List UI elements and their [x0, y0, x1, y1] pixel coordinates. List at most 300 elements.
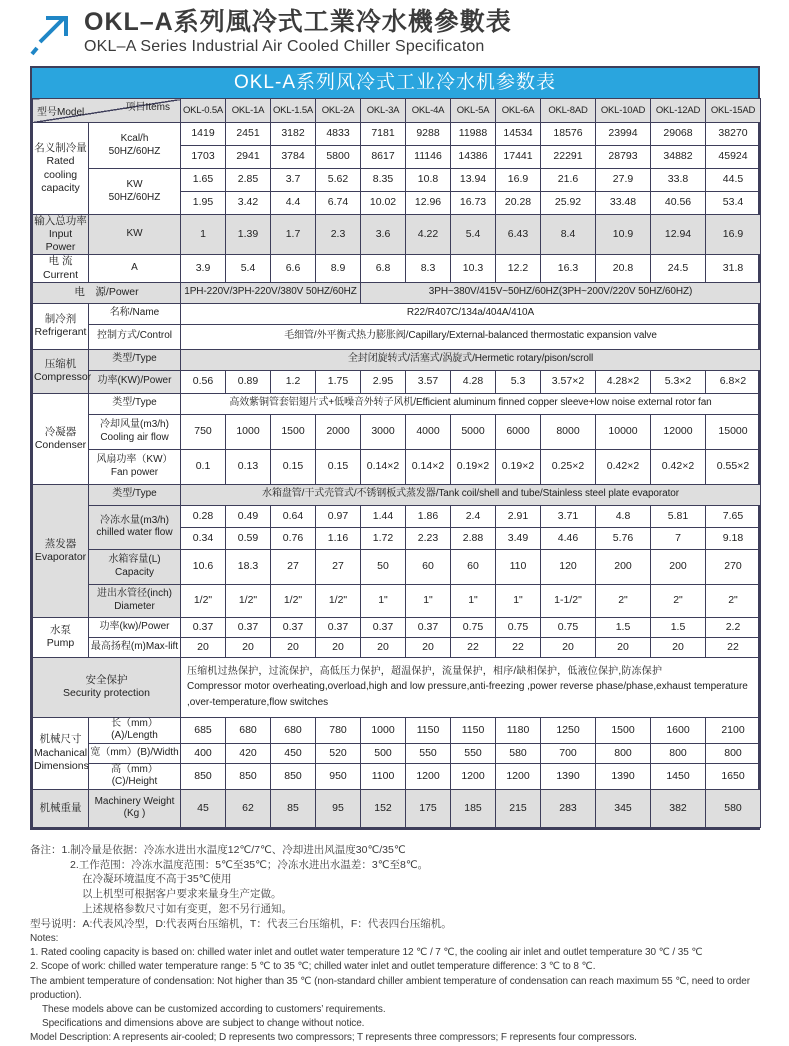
note-line: 上述规格参数尺寸如有变更，恕不另行通知。: [82, 903, 292, 916]
value-cell: 1180: [496, 717, 541, 743]
table-row: [33, 484, 761, 505]
value-cell: 6.43: [496, 215, 541, 255]
row-label-evaporator: 蒸发器 Evaporator: [33, 484, 89, 617]
value-cell: 水箱盘管/干式壳管式/不锈钢板式蒸发器/Tank coil/shell and tube/Stainless steel plate evaporator: [181, 484, 761, 505]
value-cell: 1500: [271, 414, 316, 449]
table-row: [33, 393, 761, 414]
value-cell: 10.6: [181, 549, 226, 584]
row-label-refrigerant: 制冷剂 Refrigerant: [33, 303, 89, 349]
spec-table-body: [33, 99, 761, 828]
value-cell: 1390: [541, 763, 596, 789]
value-cell: 5.3: [496, 370, 541, 393]
spec-table: [32, 98, 761, 828]
value-cell: 22291: [541, 146, 596, 169]
value-cell: 0.42×2: [596, 449, 651, 484]
value-cell: 0.25×2: [541, 449, 596, 484]
value-cell: 16.9: [706, 215, 761, 255]
spec-table-container: [30, 66, 760, 830]
value-cell: 200: [596, 549, 651, 584]
corner-header-cell: [33, 99, 181, 123]
sub-label: 类型/Type: [89, 349, 181, 370]
value-cell: 20: [406, 637, 451, 657]
value-cell: 550: [451, 743, 496, 763]
sub-label: 长（mm）(A)/Length: [89, 717, 181, 743]
sub-label: 类型/Type: [89, 393, 181, 414]
table-row: [33, 370, 761, 393]
value-cell: 1200: [406, 763, 451, 789]
value-cell: 1.75: [316, 370, 361, 393]
value-cell: 1.7: [271, 215, 316, 255]
row-label-compressor: 压缩机 Compressor: [33, 349, 89, 393]
value-cell: 0.42×2: [651, 449, 706, 484]
sub-label: 最高扬程(m)Max-lift: [89, 637, 181, 657]
value-cell: 0.75: [451, 617, 496, 637]
model-header: OKL-5A: [451, 99, 496, 123]
note-line: Model Description: A represents air-cooled; D represents two compressors; T represents three compressors; F represents four compressors.: [30, 1032, 637, 1044]
value-cell: 1100: [361, 763, 406, 789]
value-cell: 1450: [651, 763, 706, 789]
value-cell: 685: [181, 717, 226, 743]
value-cell: 580: [706, 789, 761, 827]
sub-label: 冷却风量(m3/h) Cooling air flow: [89, 414, 181, 449]
value-cell: 18.3: [226, 549, 271, 584]
table-row: [33, 215, 761, 255]
value-cell: 2451: [226, 123, 271, 146]
row-label-power-source: 电 源/Power: [33, 282, 181, 303]
value-cell: 0.37: [226, 617, 271, 637]
value-cell: 4.28: [451, 370, 496, 393]
value-cell: 11146: [406, 146, 451, 169]
note-line: 2. Scope of work: chilled water temperature range: 5 ℃ to 35 ℃; chilled water inlet and outlet temperature difference: 3 ℃ to 8 ℃.: [30, 961, 596, 973]
table-caption: OKL-A系列风冷式工业冷水机参数表: [32, 68, 758, 98]
value-cell: 400: [181, 743, 226, 763]
security-text-zh: 压缩机过热保护，过流保护，高低压力保护，超温保护，流量保护，相序/缺相保护，低液位保护,防冻保护: [187, 665, 663, 677]
value-cell: 8.4: [541, 215, 596, 255]
value-cell: 16.73: [451, 192, 496, 215]
security-text-en: Compressor motor overheating,overload,high and low pressure,anti-freezing ,power reverse phase/phase,exhaust temperature ,over-temperature,flow switches: [187, 681, 748, 708]
value-cell: 5.4: [451, 215, 496, 255]
value-cell: 7181: [361, 123, 406, 146]
value-cell: 45924: [706, 146, 761, 169]
value-cell: 10.3: [451, 255, 496, 282]
table-row: [33, 414, 761, 449]
value-cell: 27.9: [596, 169, 651, 192]
notes-section: [30, 843, 761, 1046]
value-cell: 0.55×2: [706, 449, 761, 484]
value-cell: 580: [496, 743, 541, 763]
value-cell: 3.42: [226, 192, 271, 215]
value-cell: 3.57: [406, 370, 451, 393]
value-cell: 110: [496, 549, 541, 584]
value-cell: 1.39: [226, 215, 271, 255]
value-cell: 13.94: [451, 169, 496, 192]
value-cell: 1.95: [181, 192, 226, 215]
value-cell: 9288: [406, 123, 451, 146]
row-label-security-protection: 安全保护 Security protection: [33, 657, 181, 717]
value-cell: 0.97: [316, 505, 361, 527]
value-cell: 16.3: [541, 255, 596, 282]
value-cell: 8.35: [361, 169, 406, 192]
value-cell: 8.9: [316, 255, 361, 282]
note-line: 以上机型可根据客户要求来量身生产定做。: [82, 888, 282, 901]
value-cell: 7: [651, 527, 706, 549]
value-cell: 85: [271, 789, 316, 827]
table-row: [33, 282, 761, 303]
value-cell: 800: [596, 743, 651, 763]
table-row: [33, 349, 761, 370]
value-cell: 5.76: [596, 527, 651, 549]
value-cell: 700: [541, 743, 596, 763]
row-label-condenser: 冷凝器 Condenser: [33, 393, 89, 484]
value-cell: 6.8: [361, 255, 406, 282]
value-cell: 15000: [706, 414, 761, 449]
value-cell: 3182: [271, 123, 316, 146]
value-cell: 4000: [406, 414, 451, 449]
value-cell: 6.6: [271, 255, 316, 282]
value-cell: 31.8: [706, 255, 761, 282]
value-cell: 60: [451, 549, 496, 584]
value-cell: 0.13: [226, 449, 271, 484]
security-protection-cell: [181, 657, 761, 717]
value-cell: 0.1: [181, 449, 226, 484]
value-cell: 750: [181, 414, 226, 449]
value-cell: 33.48: [596, 192, 651, 215]
value-cell: 0.37: [361, 617, 406, 637]
value-cell: 0.14×2: [361, 449, 406, 484]
sub-label: Machinery Weight (Kg ): [89, 789, 181, 827]
value-cell: 2941: [226, 146, 271, 169]
value-cell: 12.2: [496, 255, 541, 282]
value-cell: 2": [706, 584, 761, 617]
sub-label: 进出水管径(inch) Diameter: [89, 584, 181, 617]
value-cell: 1500: [596, 717, 651, 743]
value-cell: 3.7: [271, 169, 316, 192]
value-cell: 680: [271, 717, 316, 743]
value-cell: 5.3×2: [651, 370, 706, 393]
table-row: [33, 617, 761, 637]
table-row: [33, 123, 761, 146]
table-row: [33, 763, 761, 789]
note-line: These models above can be customized according to customers’ requirements.: [42, 1004, 386, 1015]
value-cell: 1/2": [271, 584, 316, 617]
table-row: [33, 505, 761, 527]
value-cell: 8.3: [406, 255, 451, 282]
value-cell: 5.81: [651, 505, 706, 527]
value-cell: 0.14×2: [406, 449, 451, 484]
value-cell: 1.5: [651, 617, 706, 637]
value-cell: 20: [271, 637, 316, 657]
value-cell: 0.56: [181, 370, 226, 393]
value-cell: 1703: [181, 146, 226, 169]
value-cell: 21.6: [541, 169, 596, 192]
model-header: OKL-1A: [226, 99, 271, 123]
value-cell: 4.28×2: [596, 370, 651, 393]
value-cell: 20.28: [496, 192, 541, 215]
value-cell: 53.4: [706, 192, 761, 215]
sub-label: 名称/Name: [89, 303, 181, 324]
value-cell: 0.15: [271, 449, 316, 484]
value-cell: 6000: [496, 414, 541, 449]
value-cell: 2.85: [226, 169, 271, 192]
value-cell: 2.91: [496, 505, 541, 527]
value-cell: 毛细管/外平衡式热力膨胀阀/Capillary/External-balanced thermostatic expansion valve: [181, 324, 761, 349]
value-cell: 1.65: [181, 169, 226, 192]
note-line: 在冷凝环境温度不高于35℃使用: [82, 873, 232, 886]
model-header: OKL-0.5A: [181, 99, 226, 123]
value-cell: 2": [596, 584, 651, 617]
value-cell: 3.57×2: [541, 370, 596, 393]
sub-label: 水箱容量(L) Capacity: [89, 549, 181, 584]
value-cell: 2.88: [451, 527, 496, 549]
value-cell: 185: [451, 789, 496, 827]
sub-label: 类型/Type: [89, 484, 181, 505]
row-label-current: 电 流 Current: [33, 255, 89, 282]
page-title-zh: OKL–A系列風冷式工業冷水機參數表: [84, 8, 512, 36]
value-cell: 14534: [496, 123, 541, 146]
value-cell: 2000: [316, 414, 361, 449]
table-row: [33, 637, 761, 657]
value-cell: 850: [226, 763, 271, 789]
table-row: [33, 743, 761, 763]
value-cell: R22/R407C/134a/404A/410A: [181, 303, 761, 324]
model-header: OKL-15AD: [706, 99, 761, 123]
table-row: [33, 303, 761, 324]
value-cell: 20: [541, 637, 596, 657]
value-cell: 200: [651, 549, 706, 584]
sub-label: KW: [89, 215, 181, 255]
model-header: OKL-10AD: [596, 99, 651, 123]
table-row: [33, 584, 761, 617]
value-cell: 0.28: [181, 505, 226, 527]
value-cell: 1": [361, 584, 406, 617]
value-cell: 3.71: [541, 505, 596, 527]
row-label-dimensions: 机械尺寸 Machanical Dimensions: [33, 717, 89, 789]
value-cell: 20.8: [596, 255, 651, 282]
sub-label: 功率(KW)/Power: [89, 370, 181, 393]
value-cell: 1.72: [361, 527, 406, 549]
value-cell: 10000: [596, 414, 651, 449]
value-cell: 1": [406, 584, 451, 617]
value-cell: 8617: [361, 146, 406, 169]
value-cell: 1600: [651, 717, 706, 743]
model-header: OKL-12AD: [651, 99, 706, 123]
value-cell: 高效紫铜管套铝翅片式+低噪音外转子风机/Efficient aluminum finned copper sleeve+low noise external rotor fan: [181, 393, 761, 414]
value-cell: 0.75: [496, 617, 541, 637]
value-cell: 1": [451, 584, 496, 617]
value-cell: 520: [316, 743, 361, 763]
note-line: 1. Rated cooling capacity is based on: chilled water inlet and outlet water temperature 12 ℃ / 7 ℃, the cooling air inlet and outlet temperature 30 ℃ / 35 ℃: [30, 947, 703, 959]
notes-zh: [30, 843, 761, 932]
value-cell: 40.56: [651, 192, 706, 215]
value-cell: 2.23: [406, 527, 451, 549]
value-cell: 23994: [596, 123, 651, 146]
value-cell: 1.44: [361, 505, 406, 527]
value-cell: 4.4: [271, 192, 316, 215]
value-cell: 420: [226, 743, 271, 763]
sub-label: 冷冻水量(m3/h) chilled water flow: [89, 505, 181, 549]
table-row: [33, 324, 761, 349]
value-cell: 12000: [651, 414, 706, 449]
value-cell: 12.94: [651, 215, 706, 255]
value-cell: 20: [226, 637, 271, 657]
value-cell: 2.4: [451, 505, 496, 527]
value-cell: 7.65: [706, 505, 761, 527]
value-cell: 34882: [651, 146, 706, 169]
value-cell: 5000: [451, 414, 496, 449]
sub-label: A: [89, 255, 181, 282]
value-cell: 6.8×2: [706, 370, 761, 393]
table-row: [33, 255, 761, 282]
value-cell: 2100: [706, 717, 761, 743]
value-cell: 850: [271, 763, 316, 789]
table-row: [33, 657, 761, 717]
sub-label: 功率(kw)/Power: [89, 617, 181, 637]
table-row: [33, 549, 761, 584]
note-line: 2.工作范围：冷冻水温度范围：5℃至35℃；冷冻水进出水温差：3℃至8℃。: [70, 858, 429, 871]
table-row: [33, 169, 761, 192]
value-cell: 680: [226, 717, 271, 743]
row-label-input-power: 输入总功率 Input Power: [34, 215, 87, 254]
value-cell: 175: [406, 789, 451, 827]
titles: [84, 8, 512, 56]
value-cell: 1/2": [181, 584, 226, 617]
note-line: The ambient temperature of condensation: Not higher than 35 ℃ (non-standard chiller ambient temperature of condensation can reach maximum 55 ℃, need to order production).: [30, 975, 750, 1001]
value-cell: 10.9: [596, 215, 651, 255]
value-cell: 45: [181, 789, 226, 827]
value-cell: 1-1/2": [541, 584, 596, 617]
value-cell: 1.2: [271, 370, 316, 393]
value-cell: 20: [651, 637, 706, 657]
model-header: OKL-3A: [361, 99, 406, 123]
value-cell: 8000: [541, 414, 596, 449]
sub-label: Kcal/h 50HZ/60HZ: [89, 123, 181, 169]
value-cell: 3.6: [361, 215, 406, 255]
value-cell: 1390: [596, 763, 651, 789]
note-line: Specifications and dimensions above are subject to change without notice.: [42, 1018, 365, 1030]
value-cell: 1/2": [316, 584, 361, 617]
value-cell: 1150: [451, 717, 496, 743]
value-cell: 1.16: [316, 527, 361, 549]
value-cell: 1150: [406, 717, 451, 743]
value-cell: 27: [271, 549, 316, 584]
value-cell: 283: [541, 789, 596, 827]
logo-arrow-icon: [26, 8, 78, 60]
value-cell: 6.74: [316, 192, 361, 215]
value-cell: 62: [226, 789, 271, 827]
model-header: OKL-4A: [406, 99, 451, 123]
sub-label: 控制方式/Control: [89, 324, 181, 349]
value-cell: 3.9: [181, 255, 226, 282]
value-cell: 1/2": [226, 584, 271, 617]
value-cell: 5.62: [316, 169, 361, 192]
value-cell: 1.86: [406, 505, 451, 527]
value-cell: 0.59: [226, 527, 271, 549]
table-row: [33, 99, 761, 123]
value-cell: 17441: [496, 146, 541, 169]
model-header: OKL-2A: [316, 99, 361, 123]
value-cell: 1250: [541, 717, 596, 743]
value-cell: 22: [496, 637, 541, 657]
value-cell: 2.2: [706, 617, 761, 637]
page-header: [0, 0, 789, 60]
value-cell: 3.49: [496, 527, 541, 549]
value-cell: 0.15: [316, 449, 361, 484]
row-label-pump: 水泵 Pump: [33, 617, 89, 657]
value-cell: 22: [451, 637, 496, 657]
value-cell: 33.8: [651, 169, 706, 192]
value-cell: 2.95: [361, 370, 406, 393]
value-cell: 0.37: [181, 617, 226, 637]
value-cell: 550: [406, 743, 451, 763]
value-cell: 5800: [316, 146, 361, 169]
model-header: OKL-8AD: [541, 99, 596, 123]
value-cell: 29068: [651, 123, 706, 146]
value-cell: 10.8: [406, 169, 451, 192]
value-cell: 16.9: [496, 169, 541, 192]
value-cell: 14386: [451, 146, 496, 169]
sub-label: 风扇功率（KW） Fan power: [89, 449, 181, 484]
value-cell: 0.89: [226, 370, 271, 393]
value-cell: 5.4: [226, 255, 271, 282]
value-cell: 4.22: [406, 215, 451, 255]
note-line: Notes:: [30, 933, 59, 945]
value-cell: 1200: [451, 763, 496, 789]
value-cell: 4.46: [541, 527, 596, 549]
value-cell: 20: [361, 637, 406, 657]
value-cell: 0.34: [181, 527, 226, 549]
value-cell: 1200: [496, 763, 541, 789]
value-cell: 28793: [596, 146, 651, 169]
value-cell: 11988: [451, 123, 496, 146]
value-cell: 1650: [706, 763, 761, 789]
table-row: [33, 449, 761, 484]
value-cell: 20: [181, 637, 226, 657]
row-label-rated-cooling-capacity: 名义制冷量 Rated cooling capacity: [33, 123, 89, 215]
value-cell: 24.5: [651, 255, 706, 282]
value-cell: 38270: [706, 123, 761, 146]
value-cell: 全封闭旋转式/活塞式/涡旋式/Hermetic rotary/pison/scroll: [181, 349, 761, 370]
value-cell: 850: [181, 763, 226, 789]
value-cell: 10.02: [361, 192, 406, 215]
value-cell: 950: [316, 763, 361, 789]
value-cell: 3000: [361, 414, 406, 449]
sub-label: 宽（mm）(B)/Width: [89, 743, 181, 763]
value-cell: 1": [496, 584, 541, 617]
value-cell: 345: [596, 789, 651, 827]
value-cell: 0.49: [226, 505, 271, 527]
value-cell: 0.37: [271, 617, 316, 637]
value-cell: 152: [361, 789, 406, 827]
value-cell: 800: [706, 743, 761, 763]
value-cell: 25.92: [541, 192, 596, 215]
value-cell: 60: [406, 549, 451, 584]
corner-items-label: 项目Items: [125, 102, 170, 113]
value-cell: 20: [596, 637, 651, 657]
value-cell: 1.5: [596, 617, 651, 637]
value-cell: 780: [316, 717, 361, 743]
value-cell: 4833: [316, 123, 361, 146]
table-row: [33, 789, 761, 827]
value-cell: 3PH~380V/415V~50HZ/60HZ(3PH~200V/220V 50HZ/60HZ): [361, 282, 761, 303]
sub-label: 高（mm）(C)/Height: [89, 763, 181, 789]
value-cell: 18576: [541, 123, 596, 146]
value-cell: 0.37: [406, 617, 451, 637]
value-cell: 0.76: [271, 527, 316, 549]
value-cell: 0.37: [316, 617, 361, 637]
table-row: [33, 717, 761, 743]
notes-en: [30, 932, 761, 1046]
value-cell: 120: [541, 549, 596, 584]
